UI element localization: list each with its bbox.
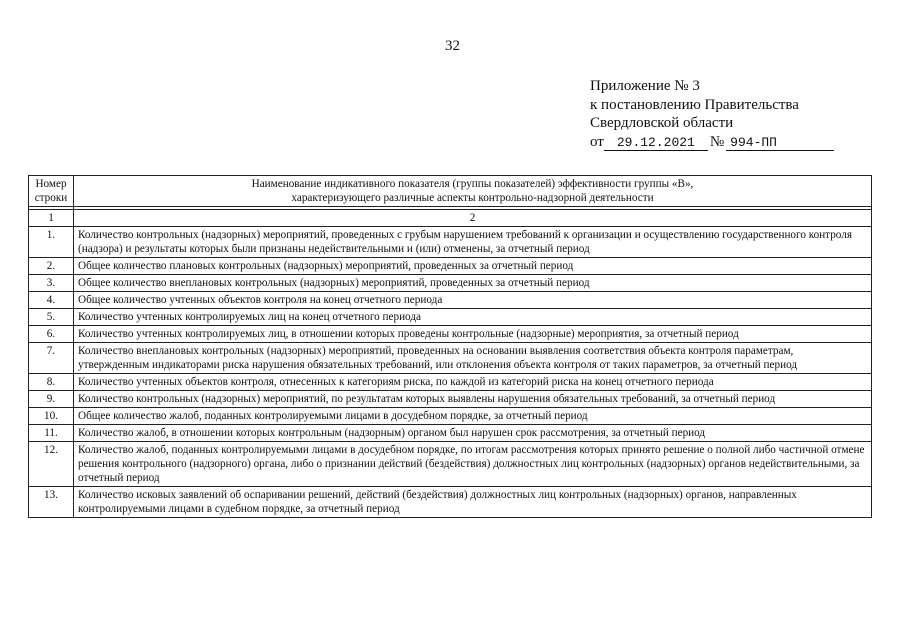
indicator-name: Количество жалоб, поданных контролируемыми лицами в досудебном порядке, по итогам рассмотрения которых принято решение о полной либо частичной отмене решения контрольного (надзорного) органа, либо о признании действий (бездействия) должностных лиц контрольных (надзорных) органов недействительными, за отчетный период [74,442,872,487]
header-row-number: Номер строки [29,176,74,207]
row-number: 12. [29,442,74,487]
table-row [29,343,872,374]
table-row [29,487,872,518]
appendix-resolution-line: к постановлению Правительства [590,96,799,113]
row-number: 4. [29,292,74,309]
appendix-title: Приложение № 3 [590,78,700,94]
resolution-date: 29.12.2021 [604,135,708,151]
table-row [29,391,872,408]
row-number: 11. [29,425,74,442]
row-number: 7. [29,343,74,374]
page-number: 32 [445,38,460,54]
row-number: 8. [29,374,74,391]
table-row [29,425,872,442]
column-numbers-row [29,210,872,227]
column-number-1: 1 [29,210,74,227]
table-row [29,227,872,258]
appendix-block [590,77,834,151]
row-number: 6. [29,326,74,343]
indicators-table [28,175,872,518]
table-row [29,275,872,292]
appendix-date-line [590,133,834,152]
number-sign: № [709,133,725,150]
indicator-name: Общее количество жалоб, поданных контролируемыми лицами в досудебном порядке, за отчетный период [74,408,872,425]
table-row [29,374,872,391]
row-number: 2. [29,258,74,275]
indicator-name: Количество контрольных (надзорных) мероприятий, по результатам которых выявлены нарушения обязательных требований, за отчетный период [74,391,872,408]
table-row [29,326,872,343]
indicator-name: Количество контрольных (надзорных) мероприятий, проведенных с грубым нарушением требований к организации и осуществлению государственного контроля (надзора) и результаты которых были признаны недействительными и (или) отменены, за отчетный период [74,227,872,258]
resolution-number: 994-ПП [726,135,834,151]
table-header-row [29,176,872,207]
indicator-name: Общее количество учтенных объектов контроля на конец отчетного периода [74,292,872,309]
indicator-name: Общее количество внеплановых контрольных (надзорных) мероприятий, проведенных за отчетный период [74,275,872,292]
table-row [29,408,872,425]
indicator-name: Количество жалоб, в отношении которых контрольным (надзорным) органом был нарушен срок рассмотрения, за отчетный период [74,425,872,442]
row-number: 9. [29,391,74,408]
header-title-line-2: характеризующего различные аспекты контрольно-надзорной деятельности [291,192,654,204]
indicator-name: Количество исковых заявлений об оспаривании решений, действий (бездействия) должностных лиц контрольных (надзорных) органов, направленных контролируемыми лицами в судебном порядке, за отчетный период [74,487,872,518]
row-number: 13. [29,487,74,518]
table-row [29,309,872,326]
row-number: 5. [29,309,74,326]
indicator-name: Общее количество плановых контрольных (надзорных) мероприятий, проведенных за отчетный период [74,258,872,275]
header-indicator-name [74,176,872,207]
indicator-name: Количество учтенных контролируемых лиц на конец отчетного периода [74,309,872,326]
indicator-name: Количество учтенных объектов контроля, отнесенных к категориям риска, по каждой из категорий риска на конец отчетного периода [74,374,872,391]
table-body [29,207,872,518]
table-row [29,292,872,309]
row-number: 1. [29,227,74,258]
date-prefix: от [590,133,604,150]
appendix-region-line: Свердловской области [590,115,734,131]
column-number-2: 2 [74,210,872,227]
row-number: 3. [29,275,74,292]
indicator-name: Количество внеплановых контрольных (надзорных) мероприятий, проведенных на основании выявления соответствия объекта контроля параметрам, утвержденным индикаторами риска нарушения обязательных требований, или отклонения объекта контроля от таких параметров, за отчетный период [74,343,872,374]
row-number: 10. [29,408,74,425]
table-row [29,442,872,487]
header-title-line-1: Наименование индикативного показателя (группы показателей) эффективности группы «В», [251,178,694,190]
indicator-name: Количество учтенных контролируемых лиц, в отношении которых проведены контрольные (надзорные) мероприятия, за отчетный период [74,326,872,343]
table-row [29,258,872,275]
